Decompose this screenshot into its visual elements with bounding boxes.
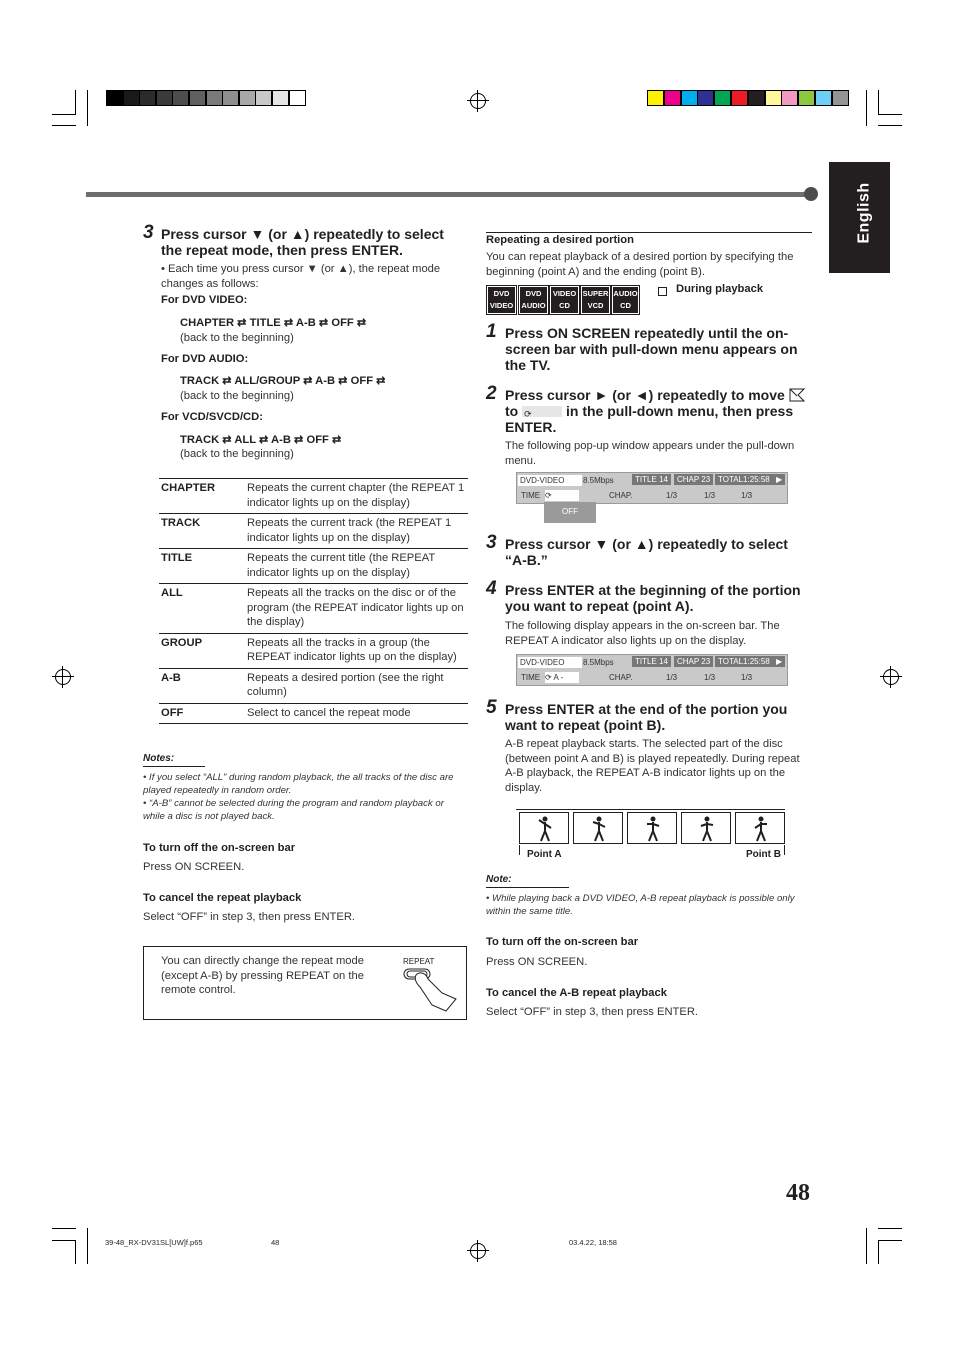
tip-text: You can directly change the repeat mode (except A-B) by pressing REPEAT on the remote control. <box>161 955 364 996</box>
crop-mark <box>52 114 76 115</box>
osd-a-label: A - <box>553 673 564 682</box>
color-swatch <box>697 90 714 106</box>
section-intro: You can repeat playback of a desired portion by specifying the beginning (point A) and the ending (point B). <box>486 251 794 278</box>
during-playback: During playback <box>676 283 764 295</box>
osd-mode: DVD-VIDEO <box>518 475 582 486</box>
header-rule <box>86 192 812 197</box>
step-heading: Press ENTER at the end of the portion you want to repeat (point B). <box>505 701 788 733</box>
language-tab <box>829 162 890 273</box>
dvd-video-sequence: CHAPTER ⇄ TITLE ⇄ A-B ⇄ OFF ⇄ <box>180 317 367 329</box>
color-swatch <box>714 90 731 106</box>
dancer-figure-icon <box>534 816 556 842</box>
osd-total: TOTAL1:25:58 <box>715 474 773 485</box>
cancel-text: Select “OFF” in step 3, then press ENTER. <box>486 1006 699 1018</box>
crop-mark <box>52 1240 76 1241</box>
dancer-figure-icon <box>750 816 772 842</box>
footer-date: 03.4.22, 18:58 <box>569 1238 617 1247</box>
section-heading: Repeating a desired portion <box>486 232 812 246</box>
finger-press-icon <box>402 967 460 1013</box>
step-text: The following display appears in the on-screen bar. The REPEAT A indicator also lights up on the display. <box>505 620 780 647</box>
osd-chap-label: CHAP. <box>609 673 633 682</box>
color-swatch <box>681 90 698 106</box>
osd-rate: 8.5Mbps <box>583 476 614 485</box>
color-swatch <box>781 90 798 106</box>
color-swatch <box>222 90 239 106</box>
dvd-video-label: For DVD VIDEO: <box>161 294 248 306</box>
turn-off-heading: To turn off the on-screen bar <box>143 842 296 854</box>
step-number: 3 <box>143 222 154 243</box>
color-swatch <box>239 90 256 106</box>
notes-heading: Notes: <box>143 753 205 767</box>
disc-type-icon: DVD AUDIO <box>519 286 548 314</box>
popup-value: OFF <box>562 507 578 516</box>
video-frame <box>681 812 731 844</box>
table-row <box>159 633 468 668</box>
dvd-audio-sequence: TRACK ⇄ ALL/GROUP ⇄ A-B ⇄ OFF ⇄ <box>180 375 386 387</box>
crop-mark <box>878 1240 879 1264</box>
mode-name: CHAPTER <box>159 479 245 514</box>
checkbox-icon <box>658 287 667 296</box>
color-swatch <box>664 90 681 106</box>
mode-description: Repeats the current track (the REPEAT 1 indicator lights up on the display) <box>245 514 468 549</box>
crop-mark <box>878 1240 902 1241</box>
crop-mark <box>878 125 902 126</box>
table-row <box>159 514 468 549</box>
osd-time-label: TIME <box>521 673 541 682</box>
turn-off-text: Press ON SCREEN. <box>486 956 588 968</box>
disc-type-icon: AUDIO CD <box>612 286 639 314</box>
registration-mark <box>470 93 486 109</box>
crop-mark <box>878 114 902 115</box>
osd-frac: 1/3 <box>666 491 678 500</box>
color-swatch <box>731 90 748 106</box>
back-to-beginning: (back to the beginning) <box>180 448 294 460</box>
dancer-figure-icon <box>696 816 718 842</box>
osd-next-arrow: ▶ <box>773 656 785 667</box>
step-heading-part: Press cursor ► (or ◄) repeatedly to move <box>505 387 785 403</box>
cancel-heading: To cancel the repeat playback <box>143 892 302 904</box>
mode-name: GROUP <box>159 633 245 668</box>
step-number: 2 <box>486 383 497 404</box>
note-item: • If you select “ALL” during random playback, the all tracks of the disc are played repeatedly in random order. <box>143 772 454 796</box>
video-frame <box>627 812 677 844</box>
back-to-beginning: (back to the beginning) <box>180 332 294 344</box>
mode-description: Repeats the current chapter (the REPEAT 1 indicator lights up on the display) <box>245 479 468 514</box>
step-text: A-B repeat playback starts. The selected part of the disc (between point A and B) is played repeatedly. During repeat A-B playback, the REPEAT A-B indicator lights up on the display. <box>505 738 800 794</box>
osd-title: TITLE 14 <box>632 474 671 485</box>
crop-mark <box>878 1228 902 1229</box>
crop-mark <box>75 90 76 114</box>
point-b-marker <box>784 845 785 855</box>
color-swatch <box>272 90 289 106</box>
crop-mark <box>878 90 879 114</box>
disc-type-icon: SUPER VCD <box>581 286 610 314</box>
popup-window <box>544 502 596 523</box>
table-row <box>159 584 468 634</box>
turn-off-text: Press ON SCREEN. <box>143 861 245 873</box>
osd-title: TITLE 14 <box>632 656 671 667</box>
step-heading: Press ON SCREEN repeatedly until the on-screen bar with pull-down menu appears on the TV. <box>505 325 798 373</box>
point-a-label: Point A <box>527 849 562 860</box>
crop-mark <box>866 1228 867 1264</box>
table-row <box>159 549 468 584</box>
on-screen-bar <box>516 654 788 686</box>
back-to-beginning: (back to the beginning) <box>180 390 294 402</box>
disc-type-icon: VIDEO CD <box>550 286 579 314</box>
video-frame <box>735 812 785 844</box>
step-heading-part: to <box>505 403 519 419</box>
disc-type-icon: DVD VIDEO <box>487 286 516 314</box>
color-swatch <box>123 90 140 106</box>
color-swatch <box>798 90 815 106</box>
page-number: 48 <box>786 1180 810 1206</box>
step-heading: Press cursor ▼ (or ▲) repeatedly to select the repeat mode, then press ENTER. <box>161 226 444 258</box>
mode-description: Repeats the current title (the REPEAT indicator lights up on the display) <box>245 549 468 584</box>
cancel-text: Select “OFF” in step 3, then press ENTER. <box>143 911 356 923</box>
osd-rate: 8.5Mbps <box>583 658 614 667</box>
osd-total: TOTAL1:25:58 <box>715 656 773 667</box>
color-swatch <box>206 90 223 106</box>
registration-mark <box>55 669 71 685</box>
point-a-marker <box>519 845 520 855</box>
osd-chapter: CHAP 23 <box>674 656 713 667</box>
mode-name: A-B <box>159 668 245 703</box>
osd-frac: 1/3 <box>704 491 716 500</box>
color-swatch <box>255 90 272 106</box>
mode-description: Select to cancel the repeat mode <box>245 703 468 724</box>
color-swatch <box>748 90 765 106</box>
color-swatch <box>815 90 832 106</box>
header-rule-dot <box>804 187 818 201</box>
osd-frac: 1/3 <box>704 673 716 682</box>
vcd-label: For VCD/SVCD/CD: <box>161 411 263 423</box>
table-row <box>159 479 468 514</box>
osd-chapter: CHAP 23 <box>674 474 713 485</box>
mode-description: Repeats all the tracks on the disc or of the program (the REPEAT indicator lights up on the display) <box>245 584 468 634</box>
crop-mark <box>866 90 867 126</box>
mode-name: ALL <box>159 584 245 634</box>
step-number: 3 <box>486 532 497 553</box>
tip-box <box>143 946 467 1020</box>
osd-frac: 1/3 <box>741 491 753 500</box>
mode-name: OFF <box>159 703 245 724</box>
step-heading: Press cursor ▼ (or ▲) repeatedly to select “A-B.” <box>505 536 788 568</box>
point-b-label: Point B <box>746 849 781 860</box>
dvd-audio-label: For DVD AUDIO: <box>161 353 249 365</box>
turn-off-heading: To turn off the on-screen bar <box>486 936 639 948</box>
registration-mark <box>470 1243 486 1259</box>
crop-mark <box>52 125 76 126</box>
crop-mark <box>87 90 88 126</box>
note-heading: Note: <box>486 874 569 888</box>
mode-description: Repeats all the tracks in a group (the REPEAT indicator lights up on the display) <box>245 633 468 668</box>
osd-frac: 1/3 <box>666 673 678 682</box>
osd-frac: 1/3 <box>741 673 753 682</box>
mode-name: TITLE <box>159 549 245 584</box>
color-swatch <box>765 90 782 106</box>
crop-mark <box>52 1228 76 1229</box>
frames-rule <box>516 809 785 810</box>
step-heading <box>505 387 810 435</box>
osd-time-label: TIME <box>521 491 541 500</box>
step-number: 1 <box>486 321 497 342</box>
color-swatch <box>647 90 664 106</box>
osd-repeat-field: ⟳ A - <box>545 672 579 683</box>
step-heading: Press ENTER at the beginning of the portion you want to repeat (point A). <box>505 582 801 614</box>
table-row <box>159 668 468 703</box>
mode-description: Repeats a desired portion (see the right column) <box>245 668 468 703</box>
step-number: 5 <box>486 697 497 718</box>
dancer-figure-icon <box>588 816 610 842</box>
dancer-figure-icon <box>642 816 664 842</box>
color-swatch <box>172 90 189 106</box>
step-text: The following pop-up window appears under the pull-down menu. <box>505 440 795 467</box>
on-screen-bar <box>516 472 788 504</box>
osd-next-arrow: ▶ <box>773 474 785 485</box>
footer-file: 39-48_RX-DV31SL[UW]f.p65 <box>105 1238 203 1247</box>
repeat-button-label: REPEAT <box>403 957 435 966</box>
video-frame <box>573 812 623 844</box>
color-swatch <box>189 90 206 106</box>
language-tab-label: English <box>855 182 873 244</box>
cancel-heading: To cancel the A-B repeat playback <box>486 987 667 999</box>
color-swatch <box>832 90 849 106</box>
cursor-icon <box>789 388 805 402</box>
footer-page: 48 <box>271 1238 280 1247</box>
color-swatch <box>106 90 123 106</box>
color-swatch <box>139 90 156 106</box>
step-number: 4 <box>486 578 497 599</box>
osd-repeat-field: ⟳ <box>545 490 579 501</box>
crop-mark <box>87 1228 88 1264</box>
osd-chap-label: CHAP. <box>609 491 633 500</box>
repeat-mode-table <box>159 478 468 724</box>
table-row <box>159 703 468 724</box>
color-swatch <box>156 90 173 106</box>
crop-mark <box>75 1240 76 1264</box>
mode-name: TRACK <box>159 514 245 549</box>
step-heading-part: in the pull-down menu, then press ENTER. <box>505 403 794 435</box>
color-swatch <box>289 90 306 106</box>
vcd-sequence: TRACK ⇄ ALL ⇄ A-B ⇄ OFF ⇄ <box>180 434 342 446</box>
note-item: • While playing back a DVD VIDEO, A-B repeat playback is possible only within the same title. <box>486 893 795 917</box>
note-item: • “A-B” cannot be selected during the program and random playback or while a disc is not played back. <box>143 798 444 822</box>
repeat-icon: ⟳ <box>522 406 562 417</box>
osd-mode: DVD-VIDEO <box>518 657 582 668</box>
registration-mark <box>883 669 899 685</box>
bullet-text: • Each time you press cursor ▼ (or ▲), the repeat mode changes as follows: <box>161 263 441 290</box>
video-frame <box>519 812 569 844</box>
